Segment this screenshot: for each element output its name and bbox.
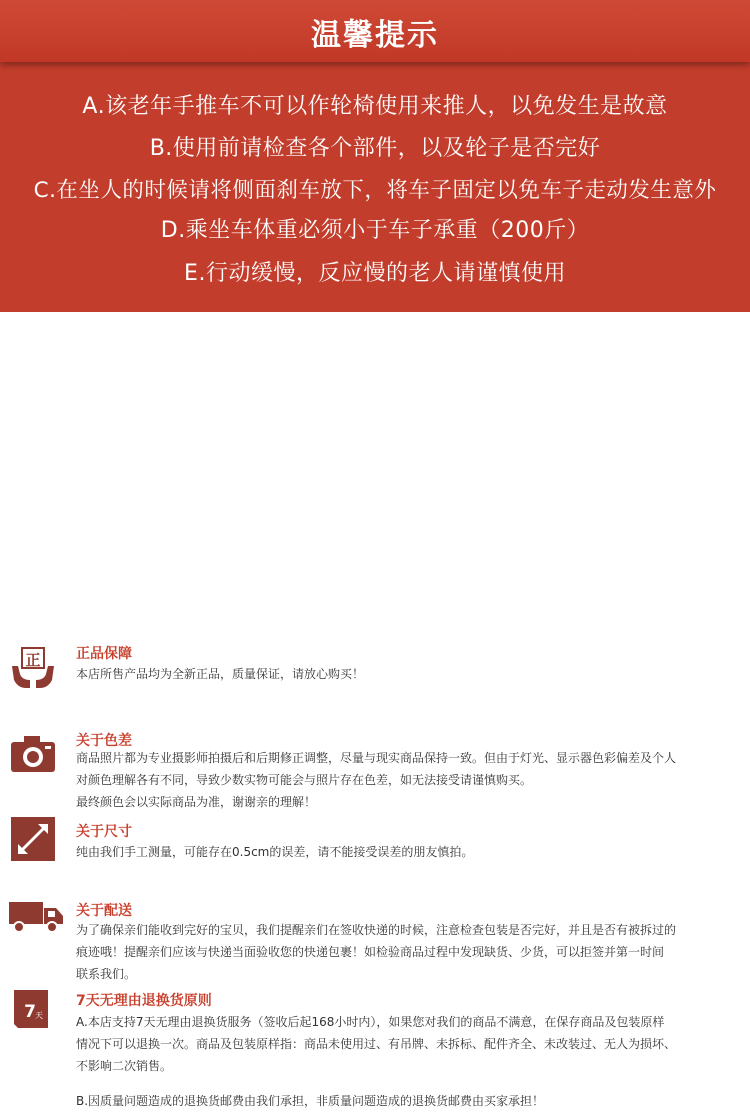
notice-footnote xyxy=(76,1090,740,1112)
notice-line: 情况下可以退换一次。商品及包装原样指：商品未使用过、有吊牌、未拆标、配件齐全、未改装过、无人为损坏、 xyxy=(76,1037,677,1051)
warning-line-d: D.乘坐车体重必须小于车子承重（200斤） xyxy=(160,218,590,243)
hands-genuine-icon xyxy=(8,644,58,694)
notice-line: 痕迹哦！提醒亲们应该与快递当面验收您的快递包裹！如检验商品过程中发现缺货、少货，可以拒签并第一时间 xyxy=(76,945,665,959)
notice-line: 对颜色理解各有不同，导致少数实物可能会与照片存在色差，如无法接受请谨慎购买。 xyxy=(76,773,533,787)
notice-body xyxy=(76,747,740,813)
notice-line: 商品照片都为专业摄影师拍摄后和后期修正调整，尽量与现实商品保持一致。但由于灯光、显示器色彩偏差及个人 xyxy=(76,751,677,765)
notice-line: 本店所售产品均为全新正品，质量保证，请放心购买！ xyxy=(76,667,365,681)
notice-body xyxy=(76,919,740,985)
resize-arrow-icon xyxy=(8,814,58,864)
notice-body xyxy=(76,663,740,685)
notice-line: 为了确保亲们能收到完好的宝贝，我们提醒亲们在签收快递的时候，注意检查包装是否完好，并且是否有被拆过的 xyxy=(76,923,677,937)
warning-line-e: E.行动缓慢，反应慢的老人请谨慎使用 xyxy=(184,261,566,286)
notice-title: 关于尺寸 xyxy=(76,824,132,840)
title-bar xyxy=(0,0,750,62)
notice-line: 纯由我们手工测量，可能存在0.5cm的误差，请不能接受误差的朋友慎拍。 xyxy=(76,845,474,859)
notice-body xyxy=(76,1011,740,1077)
warning-line-a: A.该老年手推车不可以作轮椅使用来推人，以免发生是故意 xyxy=(82,94,668,119)
notice-title: 关于配送 xyxy=(76,903,132,919)
notice-line: B.因质量问题造成的退换货邮费由我们承担，非质量问题造成的退换货邮费由买家承担！ xyxy=(76,1094,545,1108)
banner-title: 温馨提示 xyxy=(311,18,439,53)
warning-line-c: C.在坐人的时候请将侧面刹车放下，将车子固定以免车子走动发生意外 xyxy=(33,178,717,203)
svg-text:正: 正 xyxy=(25,651,41,669)
warm-tips-banner xyxy=(0,0,750,312)
camera-icon xyxy=(8,730,58,780)
notice-title: 7天无理由退换货原则 xyxy=(76,993,212,1009)
svg-text:7: 7 xyxy=(24,1002,36,1022)
notice-body xyxy=(76,841,740,863)
seven-day-calendar-icon xyxy=(8,984,58,1034)
delivery-truck-icon xyxy=(8,896,64,946)
svg-text:天: 天 xyxy=(35,1011,43,1020)
notice-line: 不影响二次销售。 xyxy=(76,1059,173,1073)
notice-line: A.本店支持7天无理由退换货服务（签收后起168小时内），如果您对我们的商品不满意，在保存商品及包装原样 xyxy=(76,1015,665,1029)
notice-title: 正品保障 xyxy=(76,646,132,662)
notice-line: 最终颜色会以实际商品为准，谢谢亲的理解！ xyxy=(76,795,317,809)
notice-line: 联系我们。 xyxy=(76,967,137,981)
warning-line-b: B.使用前请检查各个部件，以及轮子是否完好 xyxy=(149,136,601,161)
notice-title: 关于色差 xyxy=(76,733,132,749)
